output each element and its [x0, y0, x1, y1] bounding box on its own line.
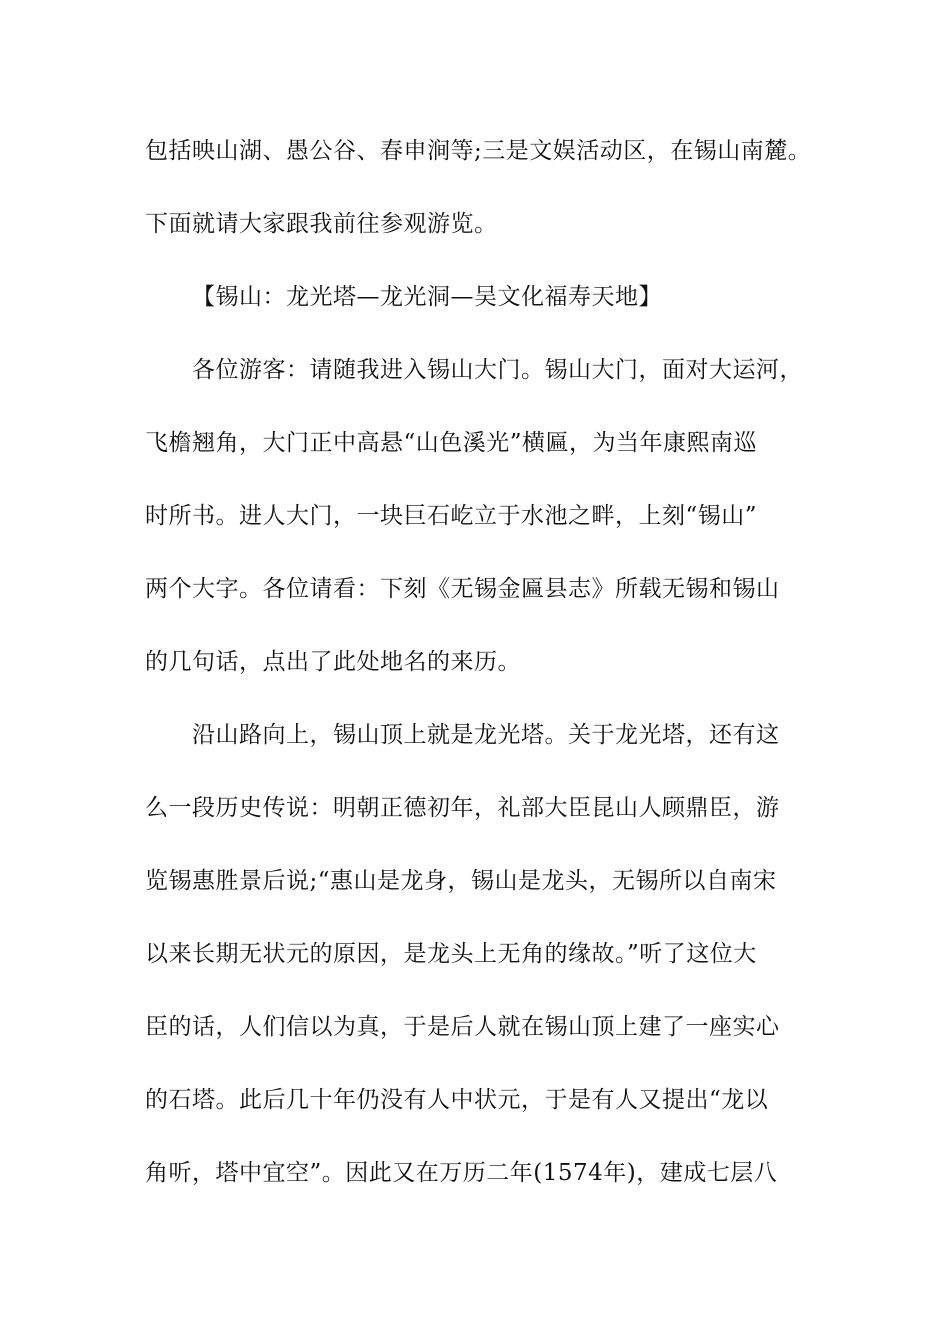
text-line: 的石塔。此后几十年仍没有人中状元，于是有人又提出“龙以 — [145, 1087, 769, 1113]
text-line: 时所书。进人大门，一块巨石屹立于水池之畔，上刻“锡山” — [145, 503, 758, 529]
text-line: 以来长期无状元的原因，是龙头上无角的缘故。”听了这位大 — [145, 941, 757, 967]
text-line: 飞檐翘角，大门正中高悬“山色溪光”横匾，为当年康熙南巡 — [145, 430, 758, 456]
text-line: 角听，塔中宜空”。因此又在万历二年(1574年)，建成七层八 — [145, 1160, 778, 1186]
text-line: 下面就请大家跟我前往参观游览。 — [145, 211, 498, 237]
text-line: 的几句话，点出了此处地名的来历。 — [145, 649, 521, 675]
text-line: 沿山路向上，锡山顶上就是龙光塔。关于龙光塔，还有这 — [192, 722, 780, 748]
text-line: 各位游客：请随我进入锡山大门。锡山大门，面对大运河， — [192, 357, 803, 383]
text-line: 两个大字。各位请看：下刻《无锡金匾县志》所载无锡和锡山 — [145, 576, 780, 602]
text-line: 览锡惠胜景后说;“惠山是龙身，锡山是龙头，无锡所以自南宋 — [145, 868, 777, 894]
section-heading: 【锡山：龙光塔—龙光洞—吴文化福寿天地】 — [192, 284, 662, 310]
text-line: 包括映山湖、愚公谷、春申涧等;三是文娱活动区，在锡山南麓。 — [145, 138, 812, 164]
text-line: 臣的话，人们信以为真，于是后人就在锡山顶上建了一座实心 — [145, 1014, 780, 1040]
text-line: 么一段历史传说：明朝正德初年，礼部大臣昆山人顾鼎臣，游 — [145, 795, 780, 821]
